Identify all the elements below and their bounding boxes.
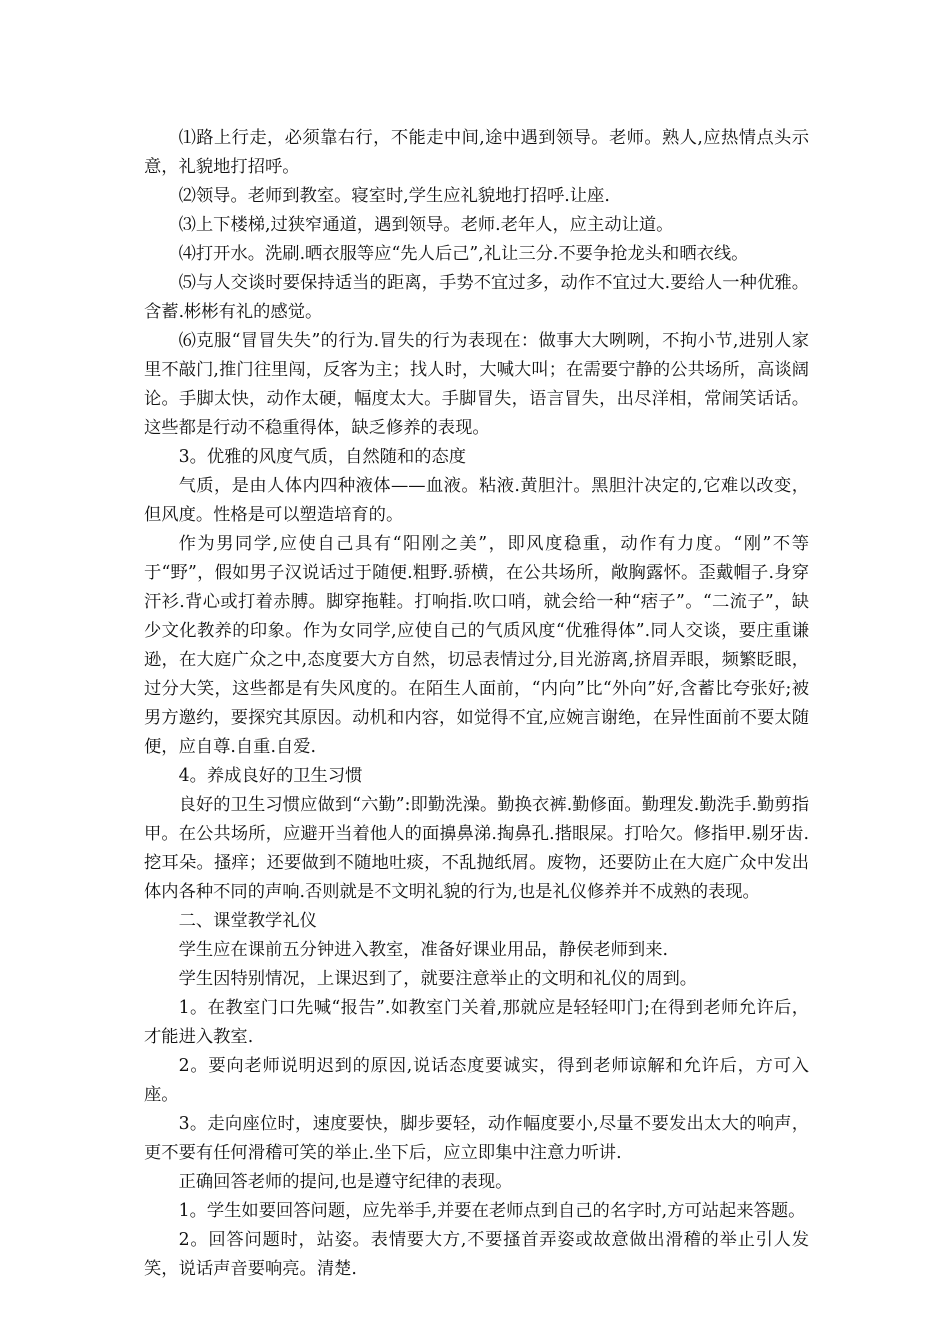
section-heading-temperament: 3。优雅的风度气质，自然随和的态度 [178,447,467,467]
section-heading-hygiene: 4。养成良好的卫生习惯 [178,766,363,786]
paragraph-late-step-3: 3。走向座位时，速度要快，脚步要轻，动作幅度要小,尽量不要发出太大的响声，更不要有任何滑稽可笑的举止.坐下后，应立即集中注意力听讲. [144,1114,809,1163]
paragraph-hot-water: ⑷打开水。洗刷.晒衣服等应“先人后己”,礼让三分.不要争抢龙头和晒衣线。 [178,244,749,264]
paragraph-male-female-manner: 作为男同学,应使自己具有“阳刚之美”，即风度稳重，动作有力度。“刚”不等于“野”，假如男子汉说话过于随便.粗野.骄横，在公共场所，敞胸露怀。歪戴帽子.身穿汗衫.背心或打着赤膊。脚穿拖鞋。打响指.吹口哨，就会给一种“痞子”。“二流子”，缺少文化教养的印象。作为女同学,应使自己的气质风度“优雅得体”.同人交谈，要庄重谦逊，在大庭广众之中,态度要大方自然，切忌表情过分,目光游离,挤眉弄眼，频繁眨眼，过分大笑，这些都是有失风度的。在陌生人面前，“内向”比“外向”好,含蓄比夸张好;被男方邀约，要探究其原因。动机和内容，如觉得不宜,应婉言谢绝，在异性面前不要太随便，应自尊.自重.自爱. [144,534,809,757]
paragraph-walking: ⑴路上行走，必须靠右行，不能走中间,途中遇到领导。老师。熟人,应热情点头示意，礼貌地打招呼。 [144,128,809,177]
paragraph-hygiene: 良好的卫生习惯应做到“六勤”:即勤洗澡。勤换衣裤.勤修面。勤理发.勤洗手.勤剪指甲。在公共场所，应避开当着他人的面擤鼻涕.掏鼻孔.揩眼屎。打哈欠。修指甲.剔牙齿.挖耳朵。搔痒；还要做到不随地吐痰，不乱抛纸屑。废物，还要防止在大庭广众中发出体内各种不同的声响.否则就是不文明礼貌的行为,也是礼仪修养并不成熟的表现。 [144,795,809,902]
paragraph-temperament: 气质，是由人体内四种液体——血液。粘液.黄胆汁。黑胆汁决定的,它难以改变，但风度。性格是可以塑造培育的。 [144,476,809,525]
paragraph-classroom-greeting: ⑵领导。老师到教室。寝室时,学生应礼貌地打招呼.让座. [178,186,610,206]
paragraph-answer-step-1: 1。学生如要回答问题，应先举手,并要在老师点到自己的名字时,方可站起来答题。 [178,1201,806,1221]
paragraph-late-step-2: 2。要向老师说明迟到的原因,说话态度要诚实，得到老师谅解和允许后，方可入座。 [144,1056,809,1105]
paragraph-before-class: 学生应在课前五分钟进入教室，准备好课业用品，静侯老师到来. [178,940,668,960]
paragraph-answer-step-2: 2。回答问题时，站姿。表情要大方,不要搔首弄姿或故意做出滑稽的举止引人发笑，说话声音要响亮。清楚. [144,1230,809,1279]
paragraph-conversation: ⑸与人交谈时要保持适当的距离，手势不宜过多，动作不宜过大.要给人一种优雅。含蓄.彬彬有礼的感觉。 [144,273,809,322]
paragraph-answering: 正确回答老师的提问,也是遵守纪律的表现。 [178,1172,513,1192]
document-body [144,124,809,1284]
paragraph-stairs: ⑶上下楼梯,过狭窄通道，遇到领导。老师.老年人，应主动让道。 [178,215,674,235]
section-heading-classroom-etiquette: 二、课堂教学礼仪 [178,911,317,931]
paragraph-rashness: ⑹克服“冒冒失失”的行为.冒失的行为表现在：做事大大咧咧，不拘小节,进别人家里不敲门,推门往里闯，反客为主；找人时，大喊大叫；在需要宁静的公共场所，高谈阔论。手脚太快，动作太硬，幅度太大。手脚冒失，语言冒失，出尽洋相，常闹笑话话。这些都是行动不稳重得体，缺乏修养的表现。 [144,331,809,438]
paragraph-late-step-1: 1。在教室门口先喊“报告”.如教室门关着,那就应是轻轻叩门;在得到老师允许后，才能进入教室. [144,998,809,1047]
paragraph-late-arrival: 学生因特别情况，上课迟到了，就要注意举止的文明和礼仪的周到。 [178,969,698,989]
